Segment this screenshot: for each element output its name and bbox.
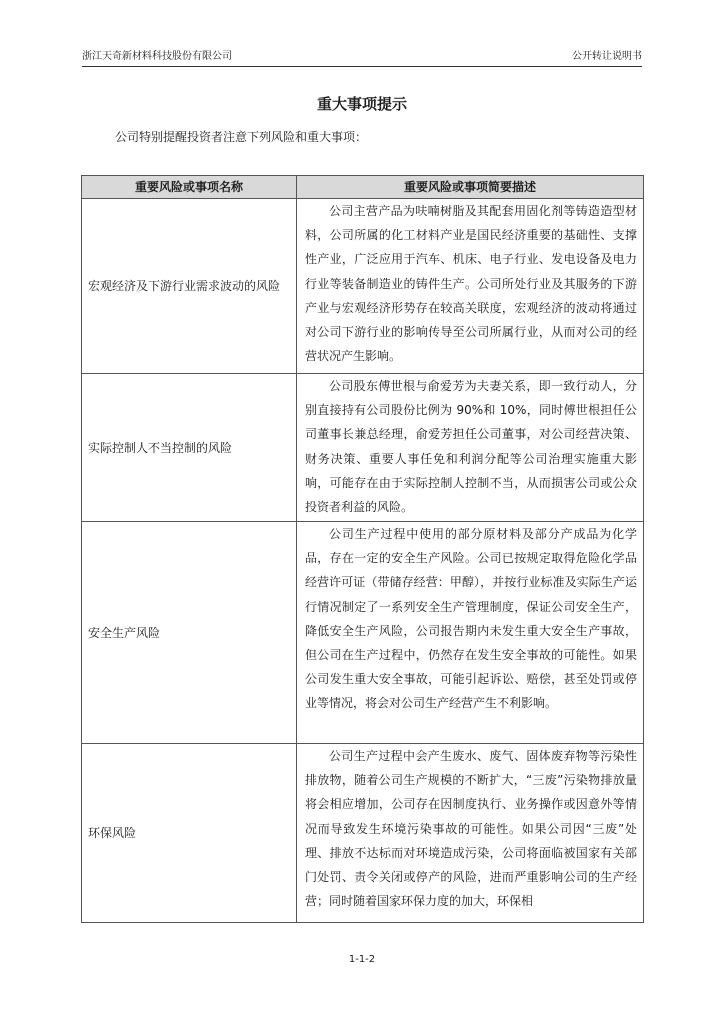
column-header-name: 重要风险或事项名称 [82,176,297,199]
risk-desc-cell: 公司生产过程中会产生废水、废气、固体废弃物等污染性排放物，随着公司生产规模的不断扩大，“三废”污染物排放量将会相应增加，公司存在因制度执行、业务操作或因意外等情况而导致发生环境污染事故的可能性。如果公司因“三废”处理、排放不达标而对环境造成污染，公司将面临被国家有关部门处罚、责令关闭或停产的风险，进而严重影响公司的生产经营；同时随着国家环保力度的加大，环保相 [297,744,644,923]
risk-name-cell: 实际控制人不当控制的风险 [82,374,297,522]
page-header [82,50,642,67]
table-header-row [82,176,644,199]
risk-name-cell: 环保风险 [82,744,297,923]
table-row [82,744,644,923]
table-row [82,522,644,744]
page-number: 1-1-2 [348,954,376,965]
risk-desc-cell: 公司主营产品为呋喃树脂及其配套用固化剂等铸造造型材料，公司所属的化工材料产业是国民经济重要的基础性、支撑性产业，广泛应用于汽车、机床、电子行业、发电设备及电力行业等装备制造业的铸件生产。公司所处行业及其服务的下游产业与宏观经济形势存在较高关联度，宏观经济的波动将通过对公司下游行业的影响传导至公司所属行业，从而对公司的经营状况产生影响。 [297,199,644,374]
risk-table [81,175,644,923]
risk-name-cell: 宏观经济及下游行业需求波动的风险 [82,199,297,374]
risk-name-cell: 安全生产风险 [82,522,297,744]
column-header-desc: 重要风险或事项简要描述 [297,176,644,199]
header-company: 浙江天奇新材料科技股份有限公司 [82,51,232,62]
table-row [82,199,644,374]
risk-desc-cell: 公司生产过程中使用的部分原材料及部分产成品为化学品，存在一定的安全生产风险。公司已按规定取得危险化学品经营许可证（带储存经营：甲醇），并按行业标准及实际生产运行情况制定了一系列安全生产管理制度，保证公司安全生产，降低安全生产风险，公司报告期内未发生重大安全生产事故，但公司在生产过程中，仍然存在发生安全事故的可能性。如果公司发生重大安全事故，可能引起诉讼、赔偿，甚至处罚或停业等情况，将会对公司生产经营产生不利影响。 [297,522,644,744]
table-row [82,374,644,522]
page-title: 重大事项提示 [316,95,407,113]
header-doc-type: 公开转让说明书 [572,51,642,62]
risk-desc-cell: 公司股东傅世根与俞爱芳为夫妻关系，即一致行动人，分别直接持有公司股份比例为 90%和 10%，同时傅世根担任公司董事长兼总经理，俞爱芳担任公司董事，对公司经营决策、财务决策、重要人事任免和利润分配等公司治理实施重大影响，可能存在由于实际控制人控制不当，从而损害公司或公众投资者利益的风险。 [297,374,644,522]
intro-text: 公司特别提醒投资者注意下列风险和重大事项： [115,130,368,144]
